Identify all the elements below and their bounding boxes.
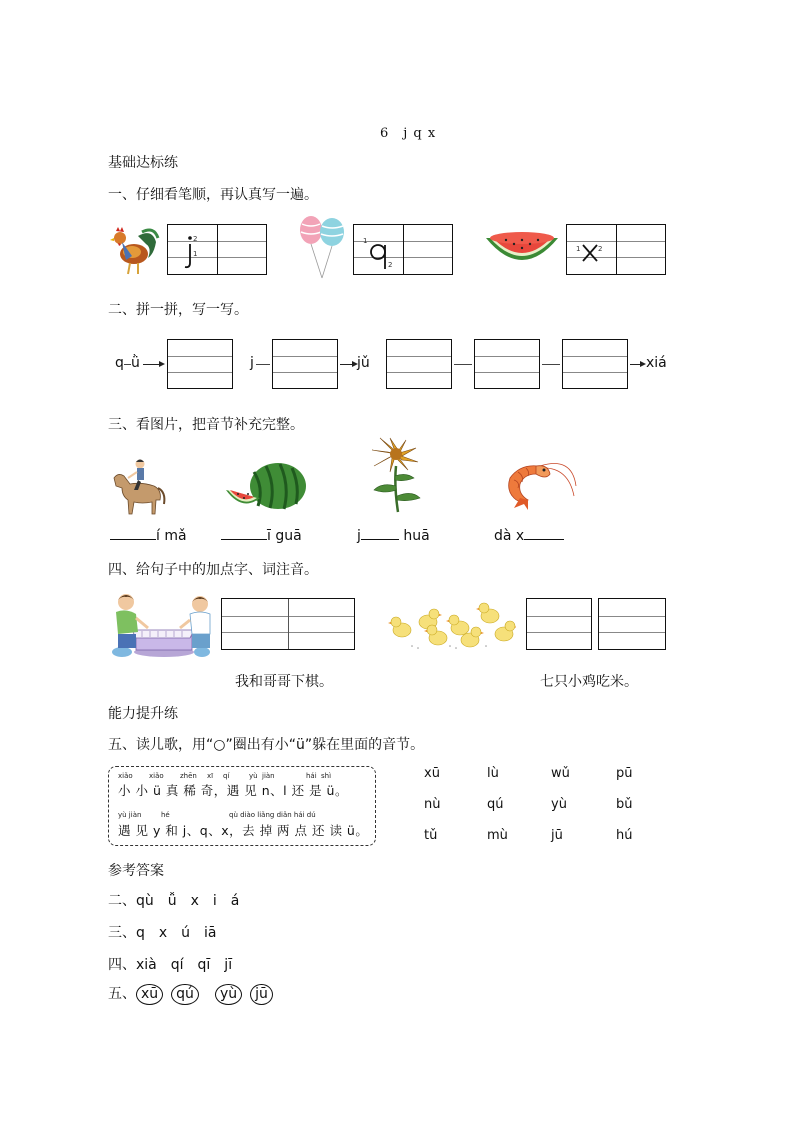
pinyin-annotation: jiàn bbox=[262, 772, 275, 780]
pinyin-u-fourth-tone: ǜ bbox=[131, 355, 140, 371]
syllable-option[interactable]: xū bbox=[424, 766, 440, 781]
answer-box-5[interactable] bbox=[562, 339, 628, 389]
question-4-heading: 四、给句子中的加点字、词注音。 bbox=[108, 562, 318, 578]
pinyin-annotation: xiǎo bbox=[118, 772, 133, 780]
syllable-option[interactable]: wǔ bbox=[551, 766, 570, 781]
rooster-image bbox=[108, 222, 160, 276]
pinyin-j: j bbox=[250, 355, 254, 371]
circled-syllable: qú bbox=[171, 984, 199, 1005]
blank-input-1[interactable] bbox=[110, 539, 156, 540]
writing-box-j[interactable] bbox=[167, 224, 267, 275]
rhyme-line-2: 遇 见 y 和 j、q、x，去 掉 两 点 还 读 ü。 bbox=[118, 823, 369, 838]
answer-5-prefix: 五、 bbox=[108, 986, 136, 1002]
section-label-basic: 基础达标练 bbox=[108, 155, 178, 171]
pinyin-q: q bbox=[115, 355, 124, 371]
writing-box-x[interactable] bbox=[566, 224, 666, 275]
watermelon-whole-image bbox=[224, 462, 308, 512]
pinyin-annotation: yù bbox=[249, 772, 258, 780]
fill-item-2 bbox=[221, 528, 302, 544]
fill-item-4 bbox=[494, 528, 564, 544]
pinyin-annotation: hé bbox=[161, 811, 170, 819]
chicks-image bbox=[388, 600, 516, 650]
stroke-number: 1 bbox=[576, 245, 581, 253]
syllable-option[interactable]: bǔ bbox=[616, 797, 633, 812]
fill-item-3 bbox=[357, 528, 430, 544]
circled-syllable: jū bbox=[250, 984, 273, 1005]
syllable-option[interactable]: hú bbox=[616, 828, 633, 843]
syllable-option[interactable]: mù bbox=[487, 828, 508, 843]
pinyin-annotation: yù jiàn bbox=[118, 811, 142, 819]
pinyin-annotation: xī bbox=[207, 772, 214, 780]
fill-item-1 bbox=[110, 528, 187, 544]
answer-5 bbox=[108, 983, 281, 1005]
pinyin-ju: jǔ bbox=[357, 355, 370, 371]
phonetic-box-ge-ge[interactable] bbox=[221, 598, 355, 650]
answer-3: 三、q x ú iā bbox=[108, 925, 217, 941]
rhyme-line-1: 小 小 ü 真 稀 奇，遇 见 n、l 还 是 ü。 bbox=[118, 783, 348, 798]
question-2-heading: 二、拼一拼，写一写。 bbox=[108, 302, 248, 318]
fill-item-1-after: í mǎ bbox=[156, 528, 187, 544]
answer-2: 二、qù ǚ x i á bbox=[108, 893, 240, 909]
fill-item-3-before: j bbox=[357, 528, 361, 544]
answer-box-3[interactable] bbox=[386, 339, 452, 389]
nursery-rhyme-box bbox=[108, 766, 376, 846]
boys-playing-chess-image bbox=[108, 590, 212, 660]
answer-box-2[interactable] bbox=[272, 339, 338, 389]
question-5-heading: 五、读儿歌，用“○”圈出有小“ü”躲在里面的音节。 bbox=[108, 737, 425, 753]
stroke-number: 2 bbox=[388, 261, 393, 269]
section-label-advanced: 能力提升练 bbox=[108, 706, 178, 722]
balloons-image bbox=[296, 214, 348, 282]
letter-x-stroke-order bbox=[573, 235, 613, 267]
pinyin-xia: xiá bbox=[646, 355, 667, 371]
syllable-option[interactable]: jū bbox=[551, 828, 563, 843]
circled-syllable: xū bbox=[136, 984, 163, 1005]
page-title: 6 j q x bbox=[380, 126, 437, 141]
fill-item-3-after: huā bbox=[398, 528, 430, 544]
pinyin-annotation: qí bbox=[223, 772, 230, 780]
stroke-number: 2 bbox=[193, 235, 198, 243]
stroke-number: 1 bbox=[193, 250, 198, 258]
pinyin-annotation: qù diào liǎng diǎn hái dú bbox=[229, 811, 316, 819]
letter-j-stroke-order bbox=[182, 229, 208, 271]
pinyin-annotation: xiǎo bbox=[149, 772, 164, 780]
syllable-option[interactable]: lù bbox=[487, 766, 499, 781]
pinyin-annotation: zhēn bbox=[180, 772, 197, 780]
answer-box-4[interactable] bbox=[474, 339, 540, 389]
question-1-heading: 一、仔细看笔顺，再认真写一遍。 bbox=[108, 187, 318, 203]
horse-rider-image bbox=[108, 456, 168, 518]
fill-item-4-before: dà x bbox=[494, 528, 525, 544]
shrimp-image bbox=[500, 456, 580, 512]
circled-syllable: yù bbox=[215, 984, 242, 1005]
sentence-2: 七只小鸡吃米。 bbox=[540, 674, 638, 690]
blank-input-2[interactable] bbox=[221, 539, 267, 540]
syllable-option[interactable]: pū bbox=[616, 766, 633, 781]
syllable-option[interactable]: qú bbox=[487, 797, 504, 812]
answer-4: 四、xià qí qī jī bbox=[108, 957, 233, 973]
chrysanthemum-image bbox=[360, 436, 432, 516]
phonetic-box-ji[interactable] bbox=[598, 598, 666, 650]
fill-item-2-after: ī guā bbox=[267, 528, 302, 544]
answer-box-1[interactable] bbox=[167, 339, 233, 389]
question-3-heading: 三、看图片，把音节补充完整。 bbox=[108, 417, 304, 433]
pinyin-annotation: shì bbox=[321, 772, 332, 780]
blank-input-3[interactable] bbox=[361, 539, 399, 540]
writing-box-q[interactable] bbox=[353, 224, 453, 275]
blank-input-4[interactable] bbox=[524, 539, 564, 540]
stroke-number: 1 bbox=[363, 237, 368, 245]
pinyin-annotation: hái bbox=[306, 772, 317, 780]
syllable-option[interactable]: tǔ bbox=[424, 828, 438, 843]
answers-label: 参考答案 bbox=[108, 863, 164, 879]
letter-q-stroke-order bbox=[360, 229, 400, 273]
sentence-1: 我和哥哥下棋。 bbox=[235, 674, 333, 690]
syllable-option[interactable]: nù bbox=[424, 797, 441, 812]
syllable-option[interactable]: yù bbox=[551, 797, 567, 812]
phonetic-box-qi[interactable] bbox=[526, 598, 592, 650]
watermelon-image bbox=[484, 228, 560, 274]
stroke-number: 2 bbox=[598, 245, 603, 253]
